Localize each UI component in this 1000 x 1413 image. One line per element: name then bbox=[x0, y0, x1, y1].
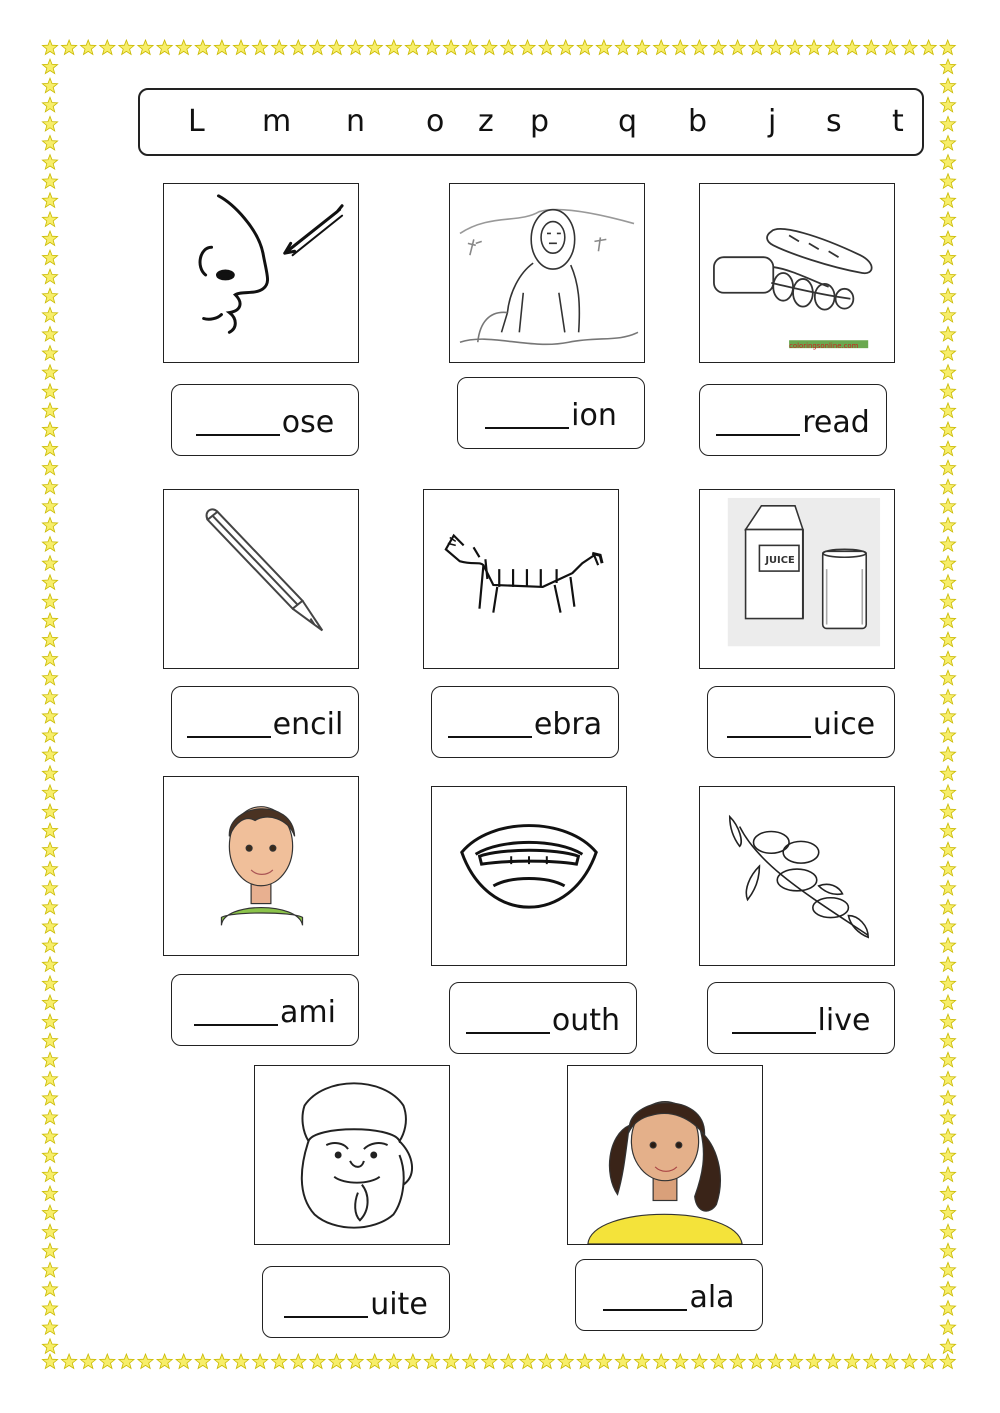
star-icon bbox=[940, 174, 955, 189]
star-icon bbox=[214, 40, 229, 55]
star-icon bbox=[157, 40, 172, 55]
word-ending: ami bbox=[280, 994, 336, 1030]
star-icon bbox=[42, 384, 57, 399]
blank-line[interactable] bbox=[194, 998, 278, 1026]
star-icon bbox=[386, 1354, 401, 1369]
star-icon bbox=[42, 346, 57, 361]
star-icon bbox=[272, 1354, 287, 1369]
star-icon bbox=[176, 40, 191, 55]
answer-box[interactable] bbox=[171, 384, 359, 456]
star-icon bbox=[692, 40, 707, 55]
star-icon bbox=[940, 1091, 955, 1106]
star-icon bbox=[940, 346, 955, 361]
star-icon bbox=[749, 1354, 764, 1369]
star-icon bbox=[501, 40, 516, 55]
star-icon bbox=[42, 1205, 57, 1220]
star-icon bbox=[42, 136, 57, 151]
star-icon bbox=[42, 307, 57, 322]
star-icon bbox=[940, 1052, 955, 1067]
girl-picture bbox=[567, 1065, 763, 1245]
star-icon bbox=[940, 1148, 955, 1163]
mouth-picture bbox=[431, 786, 627, 966]
letter: j bbox=[768, 104, 777, 139]
star-icon bbox=[826, 1354, 841, 1369]
star-icon bbox=[463, 1354, 478, 1369]
star-icon bbox=[42, 174, 57, 189]
star-icon bbox=[386, 40, 401, 55]
star-icon bbox=[42, 880, 57, 895]
santa-picture bbox=[254, 1065, 450, 1245]
star-icon bbox=[329, 1354, 344, 1369]
star-icon bbox=[42, 1262, 57, 1277]
star-icon bbox=[119, 1354, 134, 1369]
star-icon bbox=[405, 1354, 420, 1369]
star-icon bbox=[367, 1354, 382, 1369]
star-icon bbox=[42, 422, 57, 437]
star-icon bbox=[310, 40, 325, 55]
star-icon bbox=[940, 747, 955, 762]
word-ending: ala bbox=[689, 1279, 735, 1315]
star-icon bbox=[711, 1354, 726, 1369]
star-icon bbox=[940, 231, 955, 246]
star-icon bbox=[940, 441, 955, 456]
star-icon bbox=[940, 460, 955, 475]
letter: q bbox=[618, 104, 638, 139]
word-ending: outh bbox=[551, 1002, 621, 1038]
star-icon bbox=[42, 689, 57, 704]
answer-box[interactable] bbox=[431, 686, 619, 758]
letter: m bbox=[262, 104, 292, 139]
star-icon bbox=[577, 40, 592, 55]
star-icon bbox=[42, 1014, 57, 1029]
star-icon bbox=[42, 1052, 57, 1067]
star-icon bbox=[253, 40, 268, 55]
star-icon bbox=[940, 269, 955, 284]
star-icon bbox=[42, 842, 57, 857]
star-icon bbox=[100, 1354, 115, 1369]
star-icon bbox=[482, 40, 497, 55]
star-icon bbox=[62, 1354, 77, 1369]
answer-box[interactable] bbox=[457, 377, 645, 449]
star-icon bbox=[100, 40, 115, 55]
star-icon bbox=[176, 1354, 191, 1369]
star-icon bbox=[940, 1033, 955, 1048]
star-icon bbox=[42, 518, 57, 533]
star-icon bbox=[348, 1354, 363, 1369]
star-icon bbox=[596, 1354, 611, 1369]
star-icon bbox=[42, 1033, 57, 1048]
star-icon bbox=[787, 1354, 802, 1369]
star-icon bbox=[902, 40, 917, 55]
image-credit: coloringsonline.com bbox=[789, 342, 859, 351]
star-icon bbox=[42, 231, 57, 246]
blank-line[interactable] bbox=[187, 710, 271, 738]
star-icon bbox=[940, 498, 955, 513]
juice-label: JUICE bbox=[765, 555, 795, 567]
zebra-picture bbox=[423, 489, 619, 669]
star-icon bbox=[940, 976, 955, 991]
star-icon bbox=[940, 78, 955, 93]
star-icon bbox=[42, 212, 57, 227]
star-icon bbox=[787, 40, 802, 55]
answer-box[interactable] bbox=[171, 686, 359, 758]
star-icon bbox=[940, 403, 955, 418]
star-icon bbox=[940, 288, 955, 303]
star-icon bbox=[367, 40, 382, 55]
star-icon bbox=[214, 1354, 229, 1369]
star-icon bbox=[195, 1354, 210, 1369]
star-icon bbox=[520, 40, 535, 55]
juice-picture bbox=[699, 489, 895, 669]
star-icon bbox=[42, 861, 57, 876]
star-icon bbox=[749, 40, 764, 55]
star-icon bbox=[692, 1354, 707, 1369]
star-icon bbox=[940, 1071, 955, 1086]
star-icon bbox=[42, 709, 57, 724]
star-icon bbox=[310, 1354, 325, 1369]
star-icon bbox=[520, 1354, 535, 1369]
star-icon bbox=[42, 728, 57, 743]
star-icon bbox=[42, 1301, 57, 1316]
star-icon bbox=[42, 537, 57, 552]
star-icon bbox=[940, 1224, 955, 1239]
star-icon bbox=[42, 1354, 57, 1369]
star-icon bbox=[42, 632, 57, 647]
letter: s bbox=[826, 104, 842, 139]
star-icon bbox=[940, 689, 955, 704]
star-icon bbox=[119, 40, 134, 55]
letter: p bbox=[530, 104, 550, 139]
star-icon bbox=[42, 1091, 57, 1106]
word-ending: read bbox=[802, 404, 870, 440]
star-icon bbox=[940, 1014, 955, 1029]
star-icon bbox=[940, 1282, 955, 1297]
star-icon bbox=[940, 59, 955, 74]
word-ending: ebra bbox=[533, 706, 603, 742]
nose-picture bbox=[163, 183, 359, 363]
star-icon bbox=[883, 40, 898, 55]
star-icon bbox=[42, 575, 57, 590]
star-icon bbox=[42, 556, 57, 571]
star-icon bbox=[940, 1262, 955, 1277]
star-icon bbox=[635, 1354, 650, 1369]
star-icon bbox=[42, 498, 57, 513]
answer-box[interactable] bbox=[699, 384, 887, 456]
star-icon bbox=[940, 365, 955, 380]
star-icon bbox=[940, 1186, 955, 1201]
star-icon bbox=[940, 1354, 955, 1369]
star-icon bbox=[42, 403, 57, 418]
star-icon bbox=[42, 747, 57, 762]
star-icon bbox=[42, 613, 57, 628]
blank-line[interactable] bbox=[732, 1006, 816, 1034]
answer-box[interactable] bbox=[707, 686, 895, 758]
star-icon bbox=[940, 97, 955, 112]
star-icon bbox=[42, 804, 57, 819]
star-icon bbox=[730, 40, 745, 55]
star-icon bbox=[253, 1354, 268, 1369]
star-icon bbox=[940, 479, 955, 494]
star-icon bbox=[940, 709, 955, 724]
star-icon bbox=[940, 900, 955, 915]
answer-box[interactable] bbox=[171, 974, 359, 1046]
star-icon bbox=[864, 40, 879, 55]
star-icon bbox=[940, 919, 955, 934]
star-icon bbox=[424, 40, 439, 55]
star-icon bbox=[940, 1205, 955, 1220]
star-icon bbox=[940, 842, 955, 857]
blank-line[interactable] bbox=[716, 408, 800, 436]
star-icon bbox=[42, 40, 57, 55]
star-icon bbox=[940, 556, 955, 571]
letter: b bbox=[688, 104, 708, 139]
blank-line[interactable] bbox=[448, 710, 532, 738]
word-ending: encil bbox=[272, 706, 344, 742]
star-icon bbox=[424, 1354, 439, 1369]
star-icon bbox=[291, 40, 306, 55]
star-icon bbox=[42, 1243, 57, 1258]
star-icon bbox=[42, 1110, 57, 1125]
blank-line[interactable] bbox=[196, 408, 280, 436]
lion-picture bbox=[449, 183, 645, 363]
star-icon bbox=[730, 1354, 745, 1369]
star-icon bbox=[940, 938, 955, 953]
star-icon bbox=[42, 288, 57, 303]
star-icon bbox=[940, 1339, 955, 1354]
star-icon bbox=[42, 78, 57, 93]
star-icon bbox=[42, 1282, 57, 1297]
star-icon bbox=[482, 1354, 497, 1369]
pencil-picture bbox=[163, 489, 359, 669]
star-icon bbox=[501, 1354, 516, 1369]
star-icon bbox=[272, 40, 287, 55]
word-ending: ion bbox=[571, 397, 617, 433]
star-icon bbox=[42, 976, 57, 991]
star-icon bbox=[42, 1071, 57, 1086]
star-icon bbox=[940, 250, 955, 265]
star-icon bbox=[940, 537, 955, 552]
star-icon bbox=[940, 766, 955, 781]
star-icon bbox=[444, 1354, 459, 1369]
star-icon bbox=[138, 1354, 153, 1369]
star-icon bbox=[940, 116, 955, 130]
star-icon bbox=[329, 40, 344, 55]
star-icon bbox=[42, 193, 57, 208]
letter: n bbox=[346, 104, 366, 139]
star-icon bbox=[577, 1354, 592, 1369]
star-icon bbox=[940, 670, 955, 685]
star-icon bbox=[921, 40, 936, 55]
star-icon bbox=[42, 479, 57, 494]
star-icon bbox=[826, 40, 841, 55]
star-icon bbox=[405, 40, 420, 55]
star-icon bbox=[42, 938, 57, 953]
star-icon bbox=[940, 1110, 955, 1125]
answer-box[interactable] bbox=[449, 982, 637, 1054]
star-icon bbox=[42, 1186, 57, 1201]
star-icon bbox=[673, 1354, 688, 1369]
star-icon bbox=[42, 116, 57, 130]
star-icon bbox=[42, 1339, 57, 1354]
star-icon bbox=[940, 995, 955, 1010]
star-icon bbox=[902, 1354, 917, 1369]
answer-box[interactable] bbox=[575, 1259, 763, 1331]
star-icon bbox=[42, 594, 57, 609]
star-icon bbox=[615, 1354, 630, 1369]
boy-picture bbox=[163, 776, 359, 956]
star-icon bbox=[42, 766, 57, 781]
star-icon bbox=[940, 307, 955, 322]
star-icon bbox=[940, 384, 955, 399]
star-icon bbox=[348, 40, 363, 55]
star-icon bbox=[940, 193, 955, 208]
star-icon bbox=[654, 1354, 669, 1369]
star-icon bbox=[864, 1354, 879, 1369]
letter-bank bbox=[138, 88, 924, 156]
olive-picture bbox=[699, 786, 895, 966]
star-icon bbox=[291, 1354, 306, 1369]
star-icon bbox=[940, 804, 955, 819]
star-icon bbox=[940, 212, 955, 227]
star-icon bbox=[845, 1354, 860, 1369]
star-icon bbox=[940, 518, 955, 533]
star-icon bbox=[940, 880, 955, 895]
star-icon bbox=[673, 40, 688, 55]
star-icon bbox=[940, 785, 955, 800]
bread-picture bbox=[699, 183, 895, 363]
star-icon bbox=[42, 250, 57, 265]
star-icon bbox=[940, 651, 955, 666]
star-icon bbox=[42, 441, 57, 456]
star-icon bbox=[42, 460, 57, 475]
letter: L bbox=[188, 104, 205, 139]
blank-line[interactable] bbox=[727, 710, 811, 738]
star-icon bbox=[940, 823, 955, 838]
star-icon bbox=[62, 40, 77, 55]
answer-box[interactable] bbox=[262, 1266, 450, 1338]
star-icon bbox=[558, 1354, 573, 1369]
star-icon bbox=[138, 40, 153, 55]
star-icon bbox=[615, 40, 630, 55]
star-icon bbox=[806, 40, 821, 55]
star-icon bbox=[940, 957, 955, 972]
star-icon bbox=[940, 1167, 955, 1182]
star-icon bbox=[711, 40, 726, 55]
answer-box[interactable] bbox=[707, 982, 895, 1054]
star-icon bbox=[42, 327, 57, 342]
star-icon bbox=[42, 900, 57, 915]
star-icon bbox=[42, 651, 57, 666]
star-icon bbox=[883, 1354, 898, 1369]
word-ending: uice bbox=[812, 706, 876, 742]
star-icon bbox=[940, 632, 955, 647]
star-icon bbox=[940, 861, 955, 876]
blank-line[interactable] bbox=[485, 401, 569, 429]
star-icon bbox=[940, 327, 955, 342]
star-icon bbox=[42, 1167, 57, 1182]
word-ending: live bbox=[817, 1002, 871, 1038]
star-icon bbox=[940, 1129, 955, 1144]
star-icon bbox=[81, 40, 96, 55]
star-icon bbox=[940, 1243, 955, 1258]
star-icon bbox=[42, 823, 57, 838]
star-icon bbox=[157, 1354, 172, 1369]
star-icon bbox=[42, 785, 57, 800]
star-icon bbox=[940, 40, 955, 55]
letter: o bbox=[426, 104, 445, 139]
star-icon bbox=[940, 1301, 955, 1316]
star-icon bbox=[940, 422, 955, 437]
star-icon bbox=[81, 1354, 96, 1369]
blank-line[interactable] bbox=[466, 1006, 550, 1034]
star-icon bbox=[42, 919, 57, 934]
star-icon bbox=[539, 1354, 554, 1369]
star-icon bbox=[42, 155, 57, 170]
star-icon bbox=[558, 40, 573, 55]
star-icon bbox=[654, 40, 669, 55]
star-icon bbox=[940, 575, 955, 590]
star-icon bbox=[921, 1354, 936, 1369]
letter: z bbox=[478, 104, 494, 139]
blank-line[interactable] bbox=[284, 1290, 368, 1318]
star-icon bbox=[635, 40, 650, 55]
star-icon bbox=[42, 670, 57, 685]
star-icon bbox=[42, 995, 57, 1010]
star-icon bbox=[768, 40, 783, 55]
star-icon bbox=[42, 1320, 57, 1335]
star-icon bbox=[42, 97, 57, 112]
star-icon bbox=[940, 136, 955, 151]
star-icon bbox=[940, 155, 955, 170]
star-icon bbox=[940, 728, 955, 743]
star-icon bbox=[42, 1224, 57, 1239]
star-icon bbox=[444, 40, 459, 55]
star-icon bbox=[233, 40, 248, 55]
star-icon bbox=[768, 1354, 783, 1369]
star-icon bbox=[940, 1320, 955, 1335]
star-icon bbox=[463, 40, 478, 55]
star-icon bbox=[233, 1354, 248, 1369]
star-icon bbox=[806, 1354, 821, 1369]
star-icon bbox=[539, 40, 554, 55]
star-icon bbox=[596, 40, 611, 55]
star-icon bbox=[42, 1129, 57, 1144]
blank-line[interactable] bbox=[603, 1283, 687, 1311]
star-icon bbox=[42, 269, 57, 284]
letter: t bbox=[892, 104, 904, 139]
star-icon bbox=[845, 40, 860, 55]
star-icon bbox=[940, 594, 955, 609]
star-icon bbox=[195, 40, 210, 55]
star-icon bbox=[42, 365, 57, 380]
star-icon bbox=[42, 957, 57, 972]
star-icon bbox=[42, 59, 57, 74]
word-ending: uite bbox=[370, 1286, 428, 1322]
star-icon bbox=[940, 613, 955, 628]
star-icon bbox=[42, 1148, 57, 1163]
word-ending: ose bbox=[281, 404, 335, 440]
